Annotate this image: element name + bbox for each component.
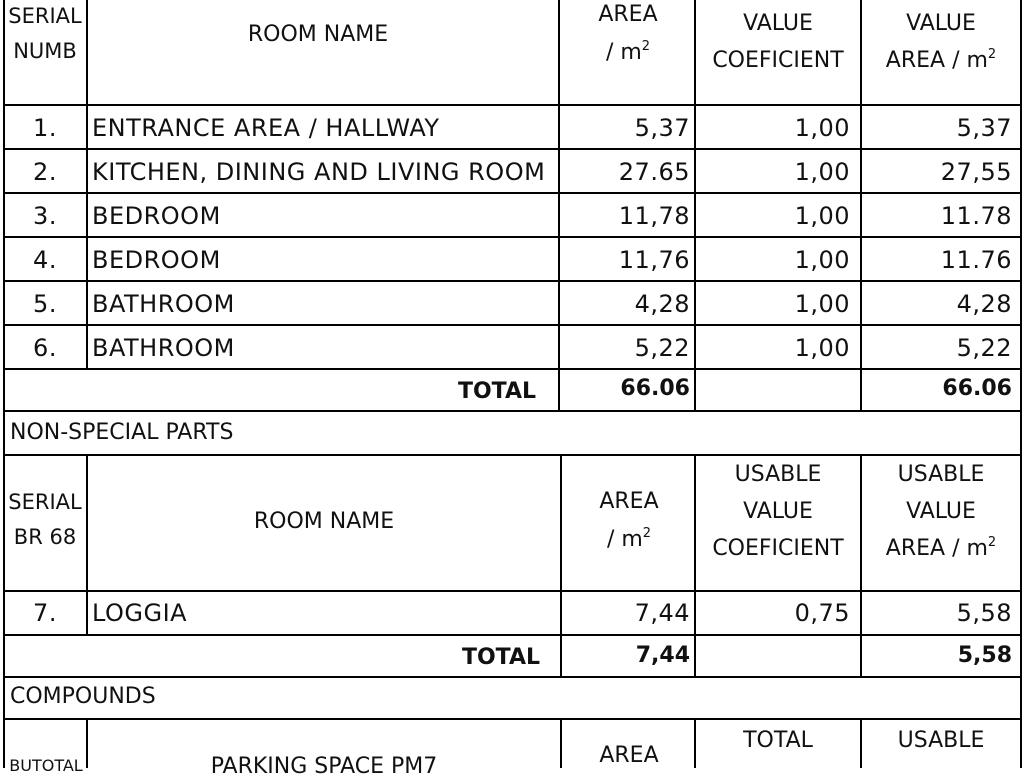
section-title-non-special-parts: NON-SPECIAL PARTS — [10, 420, 234, 445]
total-value-area: 5,58 — [957, 643, 1012, 668]
total-area: 7,44 — [635, 643, 690, 668]
header-value-line3: AREA / $m^2$ — [885, 535, 997, 561]
header-serial-partial: BUTOTAL — [9, 756, 83, 775]
header-serial-line2: NUMB — [13, 39, 77, 63]
row-area: 11,76 — [618, 246, 690, 274]
row-coeficient: 0,75 — [794, 599, 850, 627]
header-area-line1: AREA — [598, 2, 658, 27]
row-area: 7,44 — [634, 599, 690, 627]
row-number: 4. — [33, 246, 57, 274]
header-parking-space-partial: PARKING SPACE PM7 — [210, 754, 438, 779]
header-value-coeficient — [696, 13, 860, 72]
header-value-coef-line1: VALUE — [743, 11, 813, 36]
header-usable-partial: USABLE — [897, 728, 985, 753]
header-usable-value-area — [862, 464, 1020, 560]
row-coeficient: 1,00 — [794, 114, 850, 142]
header-area-line2: / $m^2$ — [605, 39, 651, 65]
row-room-name: BATHROOM — [92, 334, 235, 362]
header-value-area-line2: AREA / $m^2$ — [885, 47, 997, 73]
header-serial — [5, 492, 85, 548]
row-value-area: 27,55 — [940, 158, 1012, 186]
header-value-area-line1: VALUE — [906, 11, 976, 36]
header-serial-line1: SERIAL — [8, 4, 82, 28]
header-room-name: ROOM NAME — [253, 509, 395, 534]
row-area: 27.65 — [618, 158, 690, 186]
row-room-name: BEDROOM — [92, 246, 221, 274]
row-value-area: 5,37 — [956, 114, 1012, 142]
row-area: 4,28 — [634, 290, 690, 318]
row-number: 2. — [33, 158, 57, 186]
header-area-line1: AREA — [599, 489, 659, 514]
total-label: TOTAL — [461, 645, 540, 670]
row-room-name: KITCHEN, DINING AND LIVING ROOM — [92, 158, 546, 186]
header-area — [562, 491, 696, 551]
header-total-partial: TOTAL — [743, 728, 813, 753]
header-area-line2: / $m^2$ — [606, 526, 652, 552]
row-room-name: BATHROOM — [92, 290, 235, 318]
header-serial — [5, 6, 85, 62]
row-value-area: 11.76 — [940, 246, 1012, 274]
row-value-area: 4,28 — [956, 290, 1012, 318]
header-serial-line1: SERIAL — [8, 490, 82, 514]
row-number: 5. — [33, 290, 57, 318]
header-area — [560, 4, 696, 64]
row-room-name: ENTRANCE AREA / HALLWAY — [92, 114, 440, 142]
row-number: 3. — [33, 202, 57, 230]
row-number: 1. — [33, 114, 57, 142]
row-coeficient: 1,00 — [794, 290, 850, 318]
header-usable-value-coeficient — [696, 464, 860, 560]
header-coef-line3: COEFICIENT — [712, 536, 844, 561]
header-value-line1: USABLE — [897, 462, 985, 487]
header-serial-line2: BR 68 — [13, 525, 77, 549]
header-coef-line1: USABLE — [734, 462, 822, 487]
header-value-area — [862, 13, 1020, 72]
section-title-compounds: COMPOUNDS — [10, 684, 156, 709]
header-coef-line2: VALUE — [743, 499, 813, 524]
row-room-name: BEDROOM — [92, 202, 221, 230]
row-room-name: LOGGIA — [92, 599, 188, 627]
row-value-area: 5,58 — [956, 599, 1012, 627]
total-area: 66.06 — [620, 376, 690, 401]
row-coeficient: 1,00 — [794, 202, 850, 230]
header-value-line2: VALUE — [906, 499, 976, 524]
row-value-area: 11.78 — [940, 202, 1012, 230]
header-room-name: ROOM NAME — [247, 22, 389, 47]
row-number: 7. — [33, 599, 57, 627]
row-coeficient: 1,00 — [794, 334, 850, 362]
header-value-coef-line2: COEFICIENT — [712, 48, 844, 73]
total-value-area: 66.06 — [942, 376, 1012, 401]
row-area: 11,78 — [618, 202, 690, 230]
row-value-area: 5,22 — [956, 334, 1012, 362]
row-area: 5,37 — [634, 114, 690, 142]
row-number: 6. — [33, 334, 57, 362]
total-label: TOTAL — [457, 379, 536, 404]
header-area-partial: AREA — [599, 743, 659, 768]
row-coeficient: 1,00 — [794, 246, 850, 274]
row-area: 5,22 — [634, 334, 690, 362]
row-coeficient: 1,00 — [794, 158, 850, 186]
